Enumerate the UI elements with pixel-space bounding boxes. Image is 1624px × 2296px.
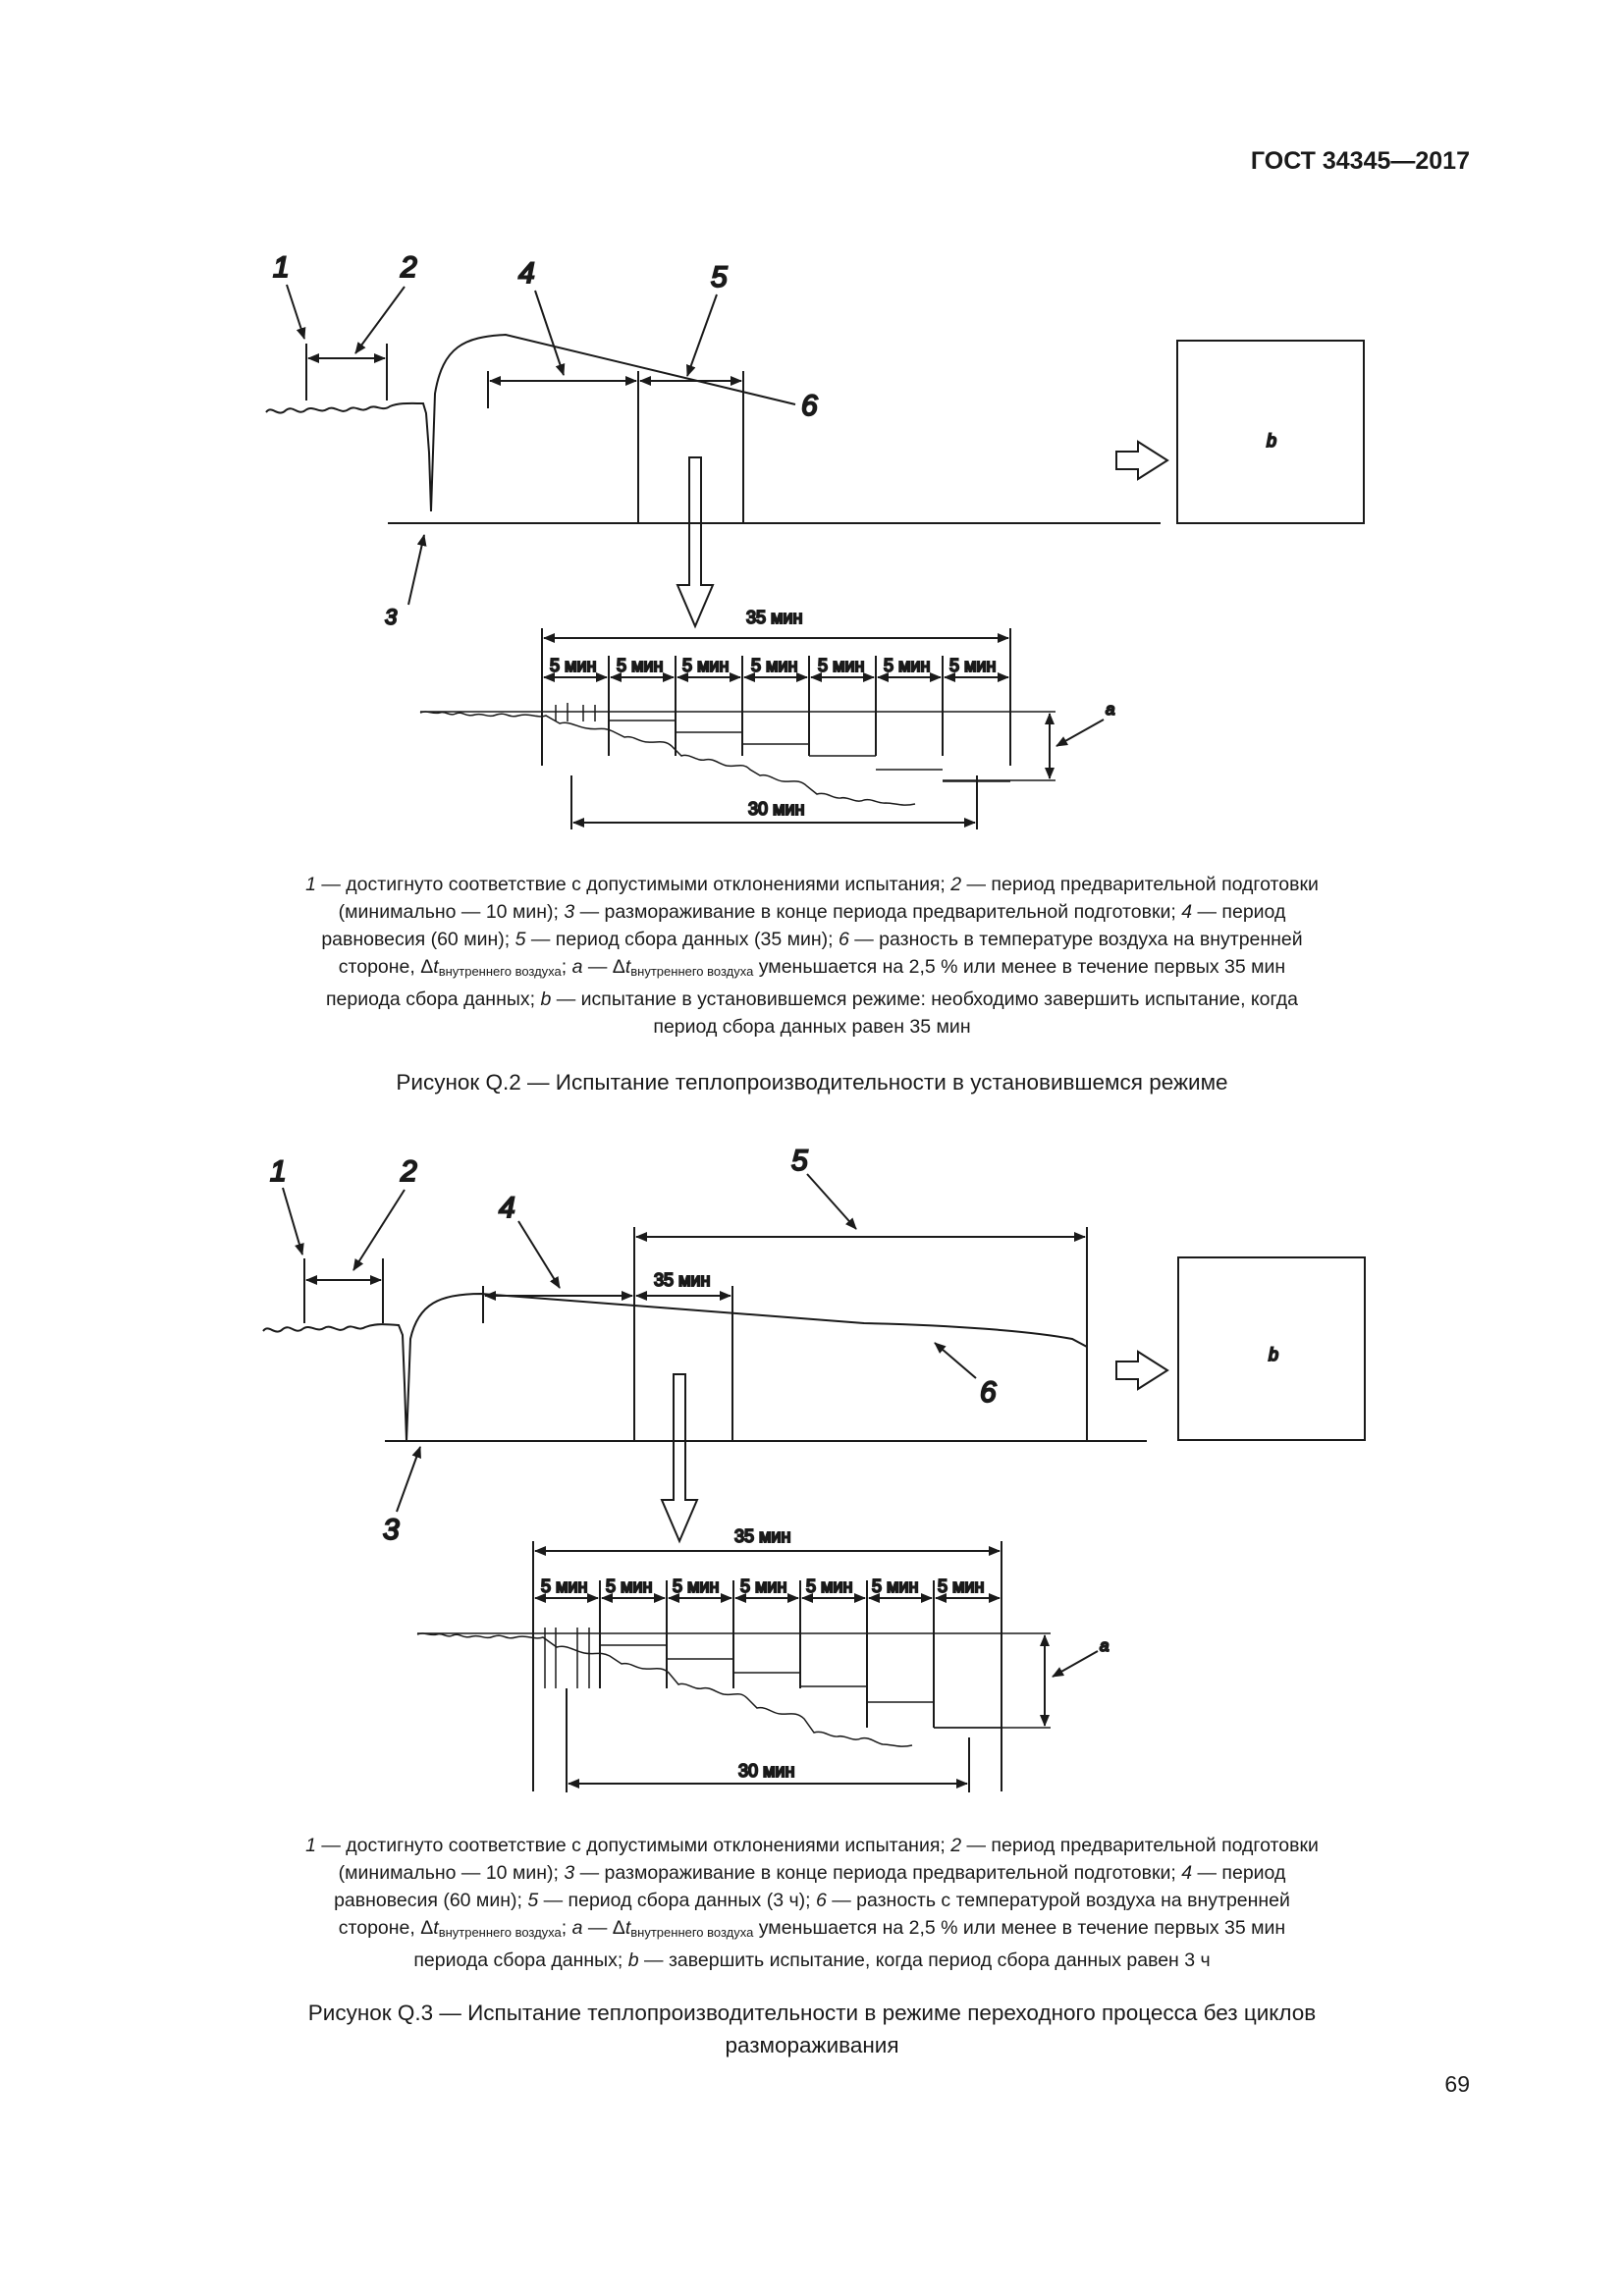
q2-callout-1: 1: [273, 251, 290, 284]
q2-seg-label-4: 5 мин: [751, 656, 798, 675]
q3-down-arrow: [662, 1374, 697, 1541]
q3-seg-label-6: 5 мин: [872, 1576, 919, 1596]
q3-caption-line-1: Рисунок Q.3 — Испытание теплопроизводительности в режиме переходного процесса без циклов: [307, 2001, 1317, 2025]
q3-seg-label-4: 5 мин: [740, 1576, 787, 1596]
q3-right-arrow: [1116, 1352, 1167, 1389]
q2-caption: Рисунок Q.2 — Испытание теплопроизводительности в установившемся режиме: [396, 1070, 1228, 1095]
q2-callout-2: 2: [401, 251, 417, 284]
q2-right-arrow: [1116, 442, 1167, 479]
q2-legend: 1 — достигнуто соответствие с допустимыми отклонениями испытания; 2 — период предварительной подготовки (минимально — 10 мин); 3 — размораживание в конце периода предварительной подготовки; 4 — период равновесия (60 мин); 5 — период сбора данных (35 мин); 6 — разность в температуре воздуха на внутренней стороне, $\Delta t_{внутреннего воздуха}$; a — $\Delta t_{внутреннего воздуха}$ уменьшается на 2,5 % или менее в течение первых 35 мин периода сбора данных; b — испытание в установившемся режиме: необходимо завершить испытание, когда период сбора данных равен 35 мин: [305, 874, 1319, 1038]
q3-box-b-label: b: [1269, 1345, 1279, 1364]
q3-caption: [196, 1997, 1428, 2061]
q3-callout-4: 4: [499, 1192, 515, 1224]
q3-detail-total-label: 35 мин: [734, 1526, 791, 1546]
q3-seg-label-2: 5 мин: [606, 1576, 653, 1596]
q3-detail-lower-label: 30 мин: [738, 1761, 795, 1781]
q3-detail-signal: [417, 1633, 912, 1746]
q3-callout-3: 3: [383, 1514, 400, 1546]
q3-delta-label: a: [1100, 1636, 1110, 1655]
q3-seg-label-1: 5 мин: [541, 1576, 588, 1596]
q3-callout-1: 1: [270, 1155, 287, 1188]
q2-leader-2: [355, 287, 405, 353]
document-header: ГОСТ 34345—2017: [1250, 147, 1470, 175]
q2-temperature-curve: [266, 335, 795, 511]
q2-detail-lower-label: 30 мин: [748, 799, 805, 819]
q2-box-b-label: b: [1267, 431, 1277, 451]
q2-leader-4: [535, 291, 564, 375]
q3-top-label: 35 мин: [654, 1270, 711, 1290]
q2-delta-label: a: [1106, 700, 1115, 719]
q2-callout-4: 4: [518, 257, 535, 290]
q2-seg-label-7: 5 мин: [949, 656, 997, 675]
q3-callout-6: 6: [980, 1376, 997, 1409]
q2-seg-label-6: 5 мин: [884, 656, 931, 675]
q2-seg-label-1: 5 мин: [550, 656, 597, 675]
q2-detail-total-label: 35 мин: [746, 608, 803, 627]
q3-callout-2: 2: [401, 1155, 417, 1188]
q2-seg-label-2: 5 мин: [617, 656, 664, 675]
q2-leader-3: [408, 535, 424, 605]
q2-leader-1: [287, 285, 304, 339]
q2-seg-label-5: 5 мин: [818, 656, 865, 675]
q3-seg-label-5: 5 мин: [806, 1576, 853, 1596]
q3-caption-line-2: размораживания: [725, 2033, 899, 2057]
q3-callout-5: 5: [791, 1145, 808, 1177]
q2-callout-3: 3: [385, 605, 398, 629]
q2-detail-signal: [420, 712, 915, 805]
q2-callout-6: 6: [801, 390, 818, 422]
figure-q2-diagram: [0, 0, 1624, 854]
q2-down-arrow: [677, 457, 713, 626]
q3-legend: 1 — достигнуто соответствие с допустимыми отклонениями испытания; 2 — период предварительной подготовки (минимально — 10 мин); 3 — размораживание в конце периода предварительной подготовки; 4 — период равновесия (60 мин); 5 — период сбора данных (3 ч); 6 — разность с температурой воздуха на внутренней стороне, $\Delta t_{внутреннего воздуха}$; a — $\Delta t_{внутреннего воздуха}$ уменьшается на 2,5 % или менее в течение первых 35 мин периода сбора данных; b — завершить испытание, когда период сбора данных равен 3 ч: [305, 1835, 1319, 1971]
q2-leader-5: [687, 294, 717, 376]
page-number: 69: [1444, 2071, 1470, 2097]
figure-q3-diagram: [0, 1129, 1624, 1796]
q2-seg-label-3: 5 мин: [682, 656, 730, 675]
q3-seg-label-3: 5 мин: [673, 1576, 720, 1596]
q2-callout-5: 5: [711, 261, 728, 294]
q3-seg-label-7: 5 мин: [938, 1576, 985, 1596]
